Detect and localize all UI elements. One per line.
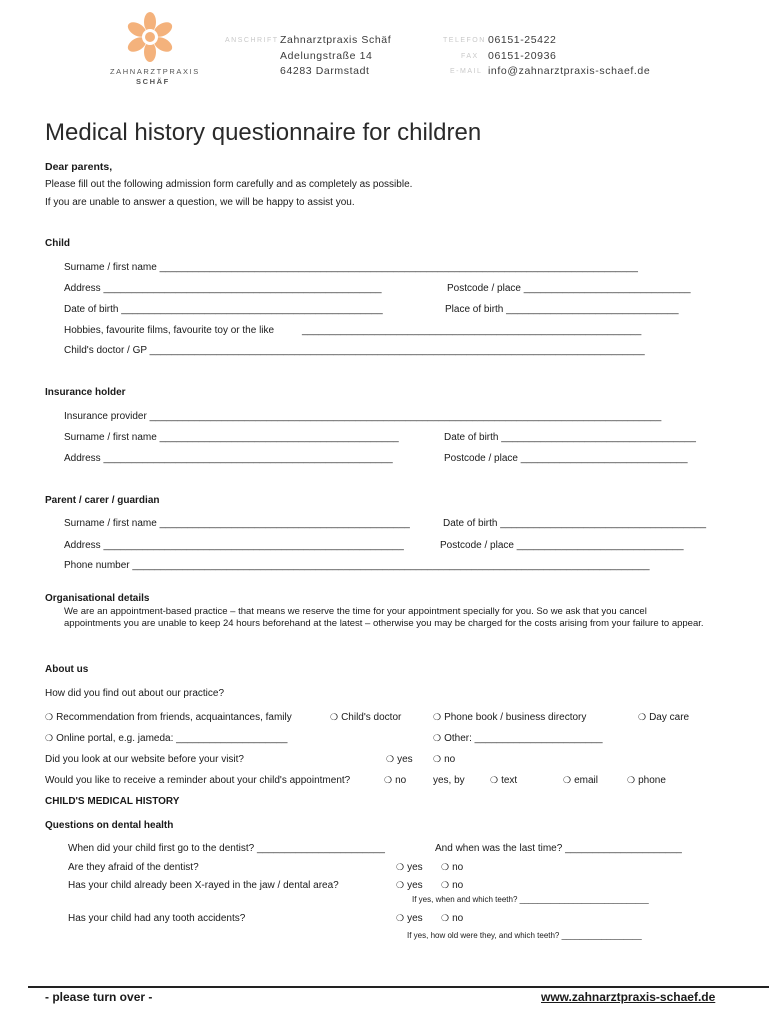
reminder-question: Would you like to receive a reminder about your child's appointment?	[45, 775, 351, 786]
email-label: E-MAIL	[450, 68, 483, 75]
insurance-dob-field[interactable]: Date of birth ___________________________________	[444, 432, 696, 443]
accident-followup-field[interactable]: If yes, how old were they, and which teeth? __________________	[407, 931, 642, 940]
child-hobbies-field[interactable]: _____________________________________________________________	[302, 325, 642, 336]
page-title: Medical history questionnaire for children	[45, 119, 482, 146]
dental-heading: Questions on dental health	[45, 820, 174, 831]
parent-heading: Parent / carer / guardian	[45, 495, 160, 506]
insurance-surname-field[interactable]: Surname / first name ___________________________________________	[64, 432, 399, 443]
insurance-address-field[interactable]: Address ____________________________________________________	[64, 453, 393, 464]
reminder-phone-checkbox[interactable]: ❍ phone	[627, 775, 666, 786]
option-day-care[interactable]: ❍ Day care	[638, 712, 689, 723]
afraid-yes-checkbox[interactable]: ❍ yes	[396, 862, 423, 873]
accident-yes-checkbox[interactable]: ❍ yes	[396, 913, 423, 924]
option-other[interactable]: ❍ Other: _______________________	[433, 733, 603, 744]
insurance-heading: Insurance holder	[45, 387, 126, 398]
logo-text-line2: SCHÄF	[136, 77, 170, 86]
accident-question: Has your child had any tooth accidents?	[68, 913, 246, 924]
child-address-field[interactable]: Address __________________________________________________	[64, 283, 382, 294]
reminder-yes-by-label: yes, by	[433, 775, 465, 786]
xray-yes-checkbox[interactable]: ❍ yes	[396, 880, 423, 891]
reminder-email-checkbox[interactable]: ❍ email	[563, 775, 598, 786]
parent-postcode-field[interactable]: Postcode / place ______________________________	[440, 540, 684, 551]
intro-line-2: If you are unable to answer a question, we will be happy to assist you.	[45, 197, 355, 208]
about-heading: About us	[45, 664, 89, 675]
afraid-question: Are they afraid of the dentist?	[68, 862, 199, 873]
intro-line-1: Please fill out the following admission form carefully and as completely as possible.	[45, 179, 413, 190]
child-surname-field[interactable]: Surname / first name ______________________________________________________________________________________	[64, 262, 638, 273]
xray-no-checkbox[interactable]: ❍ no	[441, 880, 463, 891]
footer-turn-over: - please turn over -	[45, 990, 153, 1004]
afraid-no-checkbox[interactable]: ❍ no	[441, 862, 463, 873]
parent-phone-field[interactable]: Phone number _____________________________________________________________________________________________	[64, 560, 650, 571]
logo-text-line1: ZAHNARZTPRAXIS	[110, 67, 200, 76]
phone-value: 06151-25422	[488, 34, 557, 46]
footer-website-link[interactable]: www.zahnarztpraxis-schaef.de	[541, 990, 716, 1004]
child-postcode-field[interactable]: Postcode / place ______________________________	[447, 283, 691, 294]
child-hobbies-label: Hobbies, favourite films, favourite toy or the like	[64, 325, 275, 336]
address-line-3: 64283 Darmstadt	[280, 65, 370, 77]
child-heading: Child	[45, 238, 70, 249]
website-question: Did you look at our website before your visit?	[45, 754, 244, 765]
address-label: ANSCHRIFT	[225, 37, 279, 44]
xray-question: Has your child already been X-rayed in the jaw / dental area?	[68, 880, 339, 891]
footer-divider	[28, 986, 769, 988]
organisational-text: We are an appointment-based practice – that means we reserve the time for your appointment specially for you. So we ask that you cancel appointments you are unable to keep 24 hours beforehand at the latest – otherwise you may be charged for the costs arising from your failure to appear.	[64, 606, 704, 629]
insurance-provider-field[interactable]: Insurance provider ____________________________________________________________________________________________	[64, 411, 662, 422]
fax-value: 06151-20936	[488, 50, 557, 62]
email-value: info@zahnarztpraxis-schaef.de	[488, 65, 651, 77]
xray-followup-field[interactable]: If yes, when and which teeth? _____________________________	[412, 895, 649, 904]
option-childs-doctor[interactable]: ❍ Child's doctor	[330, 712, 401, 723]
address-line-1: Zahnarztpraxis Schäf	[280, 34, 392, 46]
parent-address-field[interactable]: Address ______________________________________________________	[64, 540, 404, 551]
reminder-no-checkbox[interactable]: ❍ no	[384, 775, 406, 786]
accident-no-checkbox[interactable]: ❍ no	[441, 913, 463, 924]
child-place-of-birth-field[interactable]: Place of birth _______________________________	[445, 304, 679, 315]
website-no-checkbox[interactable]: ❍ no	[433, 754, 455, 765]
practice-logo	[120, 8, 180, 66]
reminder-text-checkbox[interactable]: ❍ text	[490, 775, 517, 786]
child-doctor-field[interactable]: Child's doctor / GP _________________________________________________________________________________________	[64, 345, 645, 356]
option-phone-book[interactable]: ❍ Phone book / business directory	[433, 712, 586, 723]
address-line-2: Adelungstraße 14	[280, 50, 373, 62]
first-dentist-field[interactable]: When did your child first go to the dentist? _______________________	[68, 843, 385, 854]
fax-label: FAX	[461, 53, 479, 60]
intro-greeting: Dear parents,	[45, 161, 113, 173]
medical-history-heading: CHILD'S MEDICAL HISTORY	[45, 796, 180, 807]
organisational-heading: Organisational details	[45, 593, 150, 604]
website-yes-checkbox[interactable]: ❍ yes	[386, 754, 413, 765]
phone-label: TELEFON	[443, 37, 486, 44]
option-online-portal[interactable]: ❍ Online portal, e.g. jameda: ____________________	[45, 733, 287, 744]
about-question: How did you find out about our practice?	[45, 688, 224, 699]
insurance-postcode-field[interactable]: Postcode / place ______________________________	[444, 453, 688, 464]
last-visit-field[interactable]: And when was the last time? _____________________	[435, 843, 682, 854]
option-recommendation[interactable]: ❍ Recommendation from friends, acquaintances, family	[45, 712, 292, 723]
child-dob-field[interactable]: Date of birth _______________________________________________	[64, 304, 383, 315]
parent-surname-field[interactable]: Surname / first name _____________________________________________	[64, 518, 410, 529]
parent-dob-field[interactable]: Date of birth _____________________________________	[443, 518, 707, 529]
